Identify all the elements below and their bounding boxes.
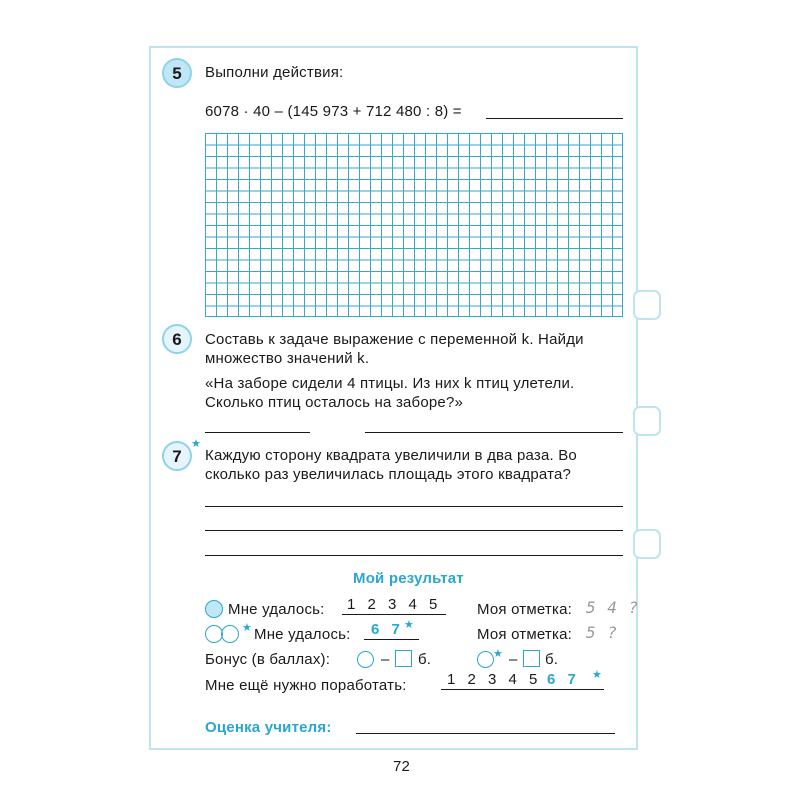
task5-instruction: Выполни действия: bbox=[205, 64, 344, 81]
result-row1-mark: 5 4 ? bbox=[586, 598, 640, 617]
task6-quote2: Сколько птиц осталось на заборе?» bbox=[205, 394, 464, 411]
result-row1-mark-label: Моя отметка: bbox=[477, 601, 573, 618]
task6-answer-line-2[interactable] bbox=[365, 432, 623, 433]
task7-answer-line-2[interactable] bbox=[205, 530, 623, 531]
circle-icon bbox=[205, 600, 223, 621]
task6-number: 6 bbox=[162, 324, 192, 354]
result-row2-label: Мне удалось: bbox=[254, 626, 351, 643]
bonus2-circle-icon bbox=[477, 651, 494, 671]
row2-star-icon: ★ bbox=[242, 622, 252, 634]
work-digits: 1 2 3 4 5 bbox=[447, 671, 542, 688]
work-star-icon: ★ bbox=[592, 669, 602, 681]
bonus2-box[interactable] bbox=[523, 650, 540, 669]
task7-answer-line-3[interactable] bbox=[205, 555, 623, 556]
result-row1-label: Мне удалось: bbox=[228, 601, 325, 618]
task5-number: 5 bbox=[162, 58, 192, 88]
task5-expression: 6078 · 40 – (145 973 + 712 480 : 8) = bbox=[205, 103, 462, 120]
result-row1-digits: 1 2 3 4 5 bbox=[347, 596, 442, 613]
result-row2-mark: 5 ? bbox=[586, 623, 618, 642]
bonus-label: Бонус (в баллах): bbox=[205, 651, 331, 668]
teacher-label: Оценка учителя: bbox=[205, 719, 332, 736]
task7-answer-line-1[interactable] bbox=[205, 506, 623, 507]
task7-number: 7 bbox=[162, 441, 192, 471]
bonus-box[interactable] bbox=[395, 650, 412, 669]
task6-line1: Составь к задаче выражение с переменной k. Найди bbox=[205, 331, 584, 348]
task7-line1: Каждую сторону квадрата увеличили в два раза. Во bbox=[205, 447, 577, 464]
task5-answer-line[interactable] bbox=[486, 118, 623, 119]
task5-grid[interactable] bbox=[205, 133, 623, 317]
result-row2-mark-label: Моя отметка: bbox=[477, 626, 573, 643]
bonus-unit: б. bbox=[418, 651, 432, 668]
task6-line2: множество значений k. bbox=[205, 350, 370, 367]
page-number: 72 bbox=[393, 758, 411, 775]
work-underline bbox=[441, 689, 604, 690]
bonus2-unit: б. bbox=[545, 651, 559, 668]
teacher-line[interactable] bbox=[356, 733, 615, 734]
score-box-task7[interactable] bbox=[633, 529, 661, 559]
task6-quote1: «На заборе сидели 4 птицы. Из них k птиц улетели. bbox=[205, 375, 575, 392]
task7-star-icon: ★ bbox=[191, 438, 201, 450]
bonus2-dash: – bbox=[509, 651, 518, 668]
bonus-dash: – bbox=[381, 651, 390, 668]
row2-digits-star-icon: ★ bbox=[404, 619, 414, 631]
work-label: Мне ещё нужно поработать: bbox=[205, 677, 407, 694]
bonus-circle-icon bbox=[357, 651, 374, 671]
result-row2-digits: 6 7 bbox=[371, 621, 404, 638]
result-row2-underline bbox=[364, 639, 419, 640]
result-title: Мой результат bbox=[353, 570, 464, 587]
bonus2-star-icon: ★ bbox=[493, 648, 503, 660]
double-circle-icon bbox=[205, 625, 239, 646]
work-digits-blue: 6 7 bbox=[547, 671, 580, 688]
result-row1-underline bbox=[342, 614, 446, 615]
task7-line2: сколько раз увеличилась площадь этого квадрата? bbox=[205, 466, 572, 483]
score-box-task5[interactable] bbox=[633, 290, 661, 320]
task6-answer-line-1[interactable] bbox=[205, 432, 310, 433]
score-box-task6[interactable] bbox=[633, 406, 661, 436]
